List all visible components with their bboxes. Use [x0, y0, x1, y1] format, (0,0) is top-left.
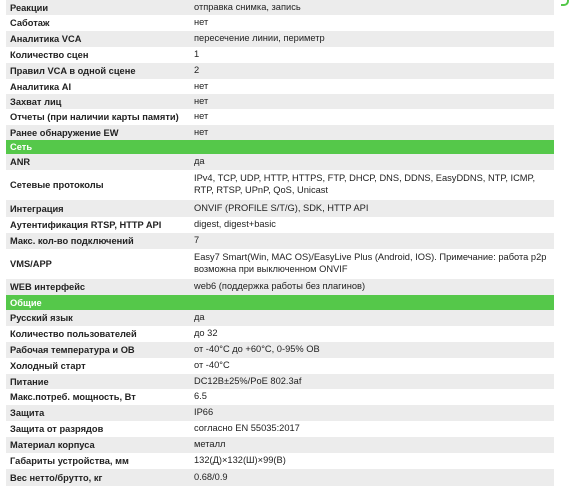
spec-label: Аналитика AI: [6, 79, 190, 94]
spec-label: Защита от разрядов: [6, 421, 190, 437]
spec-label: Защита: [6, 405, 190, 421]
spec-row: [6, 31, 554, 47]
spec-row: [6, 358, 554, 374]
corner-accent-mark: [561, 0, 569, 6]
spec-value: web6 (поддержка работы без плагинов): [190, 279, 554, 295]
spec-row: [6, 0, 554, 15]
spec-value: нет: [190, 94, 554, 109]
spec-row: [6, 47, 554, 63]
spec-value: Easy7 Smart(Win, MAC OS)/EasyLive Plus (Android, IOS). Примечание: работа p2p возможна при выключенном ONVIF: [190, 249, 554, 279]
spec-value: да: [190, 310, 554, 326]
spec-row: [6, 170, 554, 200]
spec-value: digest, digest+basic: [190, 217, 554, 233]
spec-value: 0.68/0.9: [190, 469, 554, 486]
spec-value: пересечение линии, периметр: [190, 31, 554, 47]
spec-value: 6.5: [190, 389, 554, 405]
spec-label: Габариты устройства, мм: [6, 453, 190, 469]
spec-row: [6, 374, 554, 389]
section-header-row: [6, 140, 554, 154]
spec-value: от -40°C: [190, 358, 554, 374]
spec-value: да: [190, 154, 554, 170]
spec-label: Русский язык: [6, 310, 190, 326]
spec-value: металл: [190, 437, 554, 453]
spec-row: [6, 453, 554, 469]
spec-label: Питание: [6, 374, 190, 389]
spec-label: ANR: [6, 154, 190, 170]
spec-label: Рабочая температура и ОВ: [6, 342, 190, 358]
spec-row: [6, 125, 554, 140]
spec-label: Количество сцен: [6, 47, 190, 63]
spec-value: до 32: [190, 326, 554, 342]
spec-row: [6, 79, 554, 94]
spec-label: Реакции: [6, 0, 190, 15]
spec-value: DC12В±25%/PoE 802.3af: [190, 374, 554, 389]
spec-label: Сетевые протоколы: [6, 170, 190, 200]
spec-row: [6, 469, 554, 486]
spec-label: Вес нетто/брутто, кг: [6, 469, 190, 486]
spec-row: [6, 154, 554, 170]
spec-row: [6, 249, 554, 279]
spec-label: Ранее обнаружение EW: [6, 125, 190, 140]
spec-label: Захват лиц: [6, 94, 190, 109]
specifications-sheet: [6, 0, 554, 486]
spec-value: IP66: [190, 405, 554, 421]
spec-row: [6, 233, 554, 249]
spec-row: [6, 200, 554, 217]
spec-value: 1: [190, 47, 554, 63]
spec-row: [6, 279, 554, 295]
spec-label: Макс.потреб. мощность, Вт: [6, 389, 190, 405]
spec-label: Количество пользователей: [6, 326, 190, 342]
spec-row: [6, 405, 554, 421]
spec-label: Интеграция: [6, 200, 190, 217]
section-header-row: [6, 295, 554, 310]
spec-label: Материал корпуса: [6, 437, 190, 453]
spec-row: [6, 15, 554, 31]
spec-row: [6, 94, 554, 109]
spec-value: нет: [190, 109, 554, 125]
spec-value: от -40°C до +60°C, 0-95% ОВ: [190, 342, 554, 358]
spec-value: 7: [190, 233, 554, 249]
spec-value: нет: [190, 15, 554, 31]
spec-value: нет: [190, 125, 554, 140]
spec-row: [6, 421, 554, 437]
spec-label: WEB интерфейс: [6, 279, 190, 295]
spec-value: отправка снимка, запись: [190, 0, 554, 15]
spec-label: Правил VCA в одной сцене: [6, 63, 190, 79]
spec-label: Аутентификация RTSP, HTTP API: [6, 217, 190, 233]
spec-label: Аналитика VCA: [6, 31, 190, 47]
spec-label: Саботаж: [6, 15, 190, 31]
spec-label: Макс. кол-во подключений: [6, 233, 190, 249]
spec-value: IPv4, TCP, UDP, HTTP, HTTPS, FTP, DHCP, DNS, DDNS, EasyDDNS, NTP, ICMP, RTP, RTSP, UPnP, QoS, Unicast: [190, 170, 554, 200]
spec-row: [6, 217, 554, 233]
spec-label: Холодный старт: [6, 358, 190, 374]
spec-row: [6, 326, 554, 342]
spec-row: [6, 63, 554, 79]
spec-row: [6, 342, 554, 358]
spec-value: 132(Д)×132(Ш)×99(В): [190, 453, 554, 469]
spec-row: [6, 310, 554, 326]
spec-label: VMS/APP: [6, 249, 190, 279]
spec-row: [6, 389, 554, 405]
spec-label: Отчеты (при наличии карты памяти): [6, 109, 190, 125]
spec-value: нет: [190, 79, 554, 94]
spec-value: 2: [190, 63, 554, 79]
specifications-table: [6, 0, 554, 486]
spec-row: [6, 109, 554, 125]
spec-value: согласно EN 55035:2017: [190, 421, 554, 437]
section-title: Общие: [6, 295, 554, 310]
spec-row: [6, 437, 554, 453]
section-title: Сеть: [6, 140, 554, 154]
spec-value: ONVIF (PROFILE S/T/G), SDK, HTTP API: [190, 200, 554, 217]
